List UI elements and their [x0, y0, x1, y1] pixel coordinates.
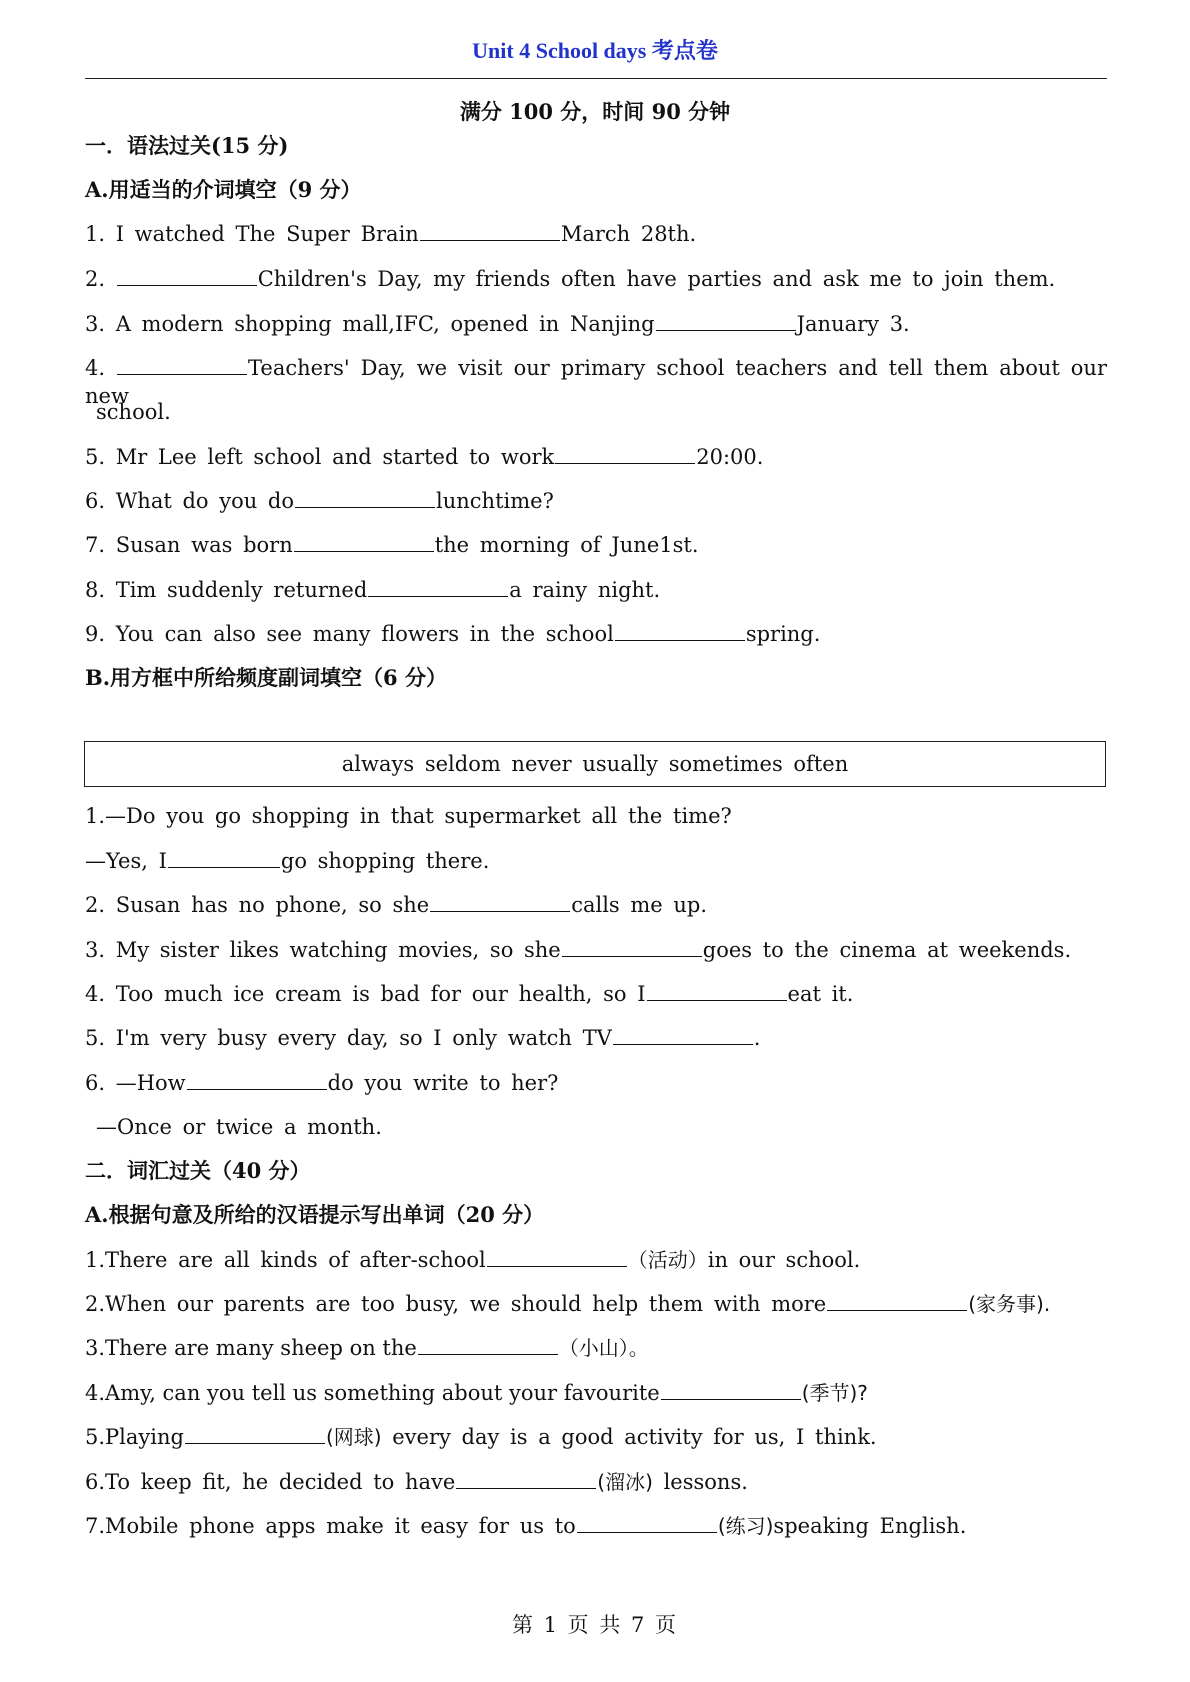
question-1b-2: 2. Susan has no phone, so she calls me up. [85, 893, 708, 917]
question-1a-9: 9. You can also see many flowers in the school spring. [85, 622, 821, 646]
question-2a-6: 6.To keep fit, he decided to have (溜冰) lessons. [85, 1470, 748, 1494]
answer-blank[interactable] [613, 1026, 753, 1045]
answer-blank[interactable] [656, 312, 796, 331]
answer-blank[interactable] [647, 982, 787, 1001]
question-2a-2: 2.When our parents are too busy, we should help them with more (家务事). [85, 1292, 1051, 1316]
answer-blank[interactable] [185, 1425, 325, 1444]
answer-blank[interactable] [430, 893, 570, 912]
answer-blank[interactable] [187, 1071, 327, 1090]
question-1a-4-continued: school. [96, 400, 171, 424]
page-title: Unit 4 School days 考点卷 [472, 38, 718, 63]
question-1b-3: 3. My sister likes watching movies, so she goes to the cinema at weekends. [85, 938, 1072, 962]
question-1a-1: 1. I watched The Super Brain March 28th. [85, 222, 697, 246]
question-2a-7: 7.Mobile phone apps make it easy for us to (练习)speaking English. [85, 1514, 967, 1538]
answer-blank[interactable] [295, 489, 435, 508]
answer-blank[interactable] [368, 578, 508, 597]
question-1a-3: 3. A modern shopping mall,IFC, opened in Nanjing January 3. [85, 312, 910, 336]
question-1a-7: 7. Susan was born the morning of June1st. [85, 533, 699, 557]
section2-title: 二．词汇过关（40 分） [85, 1158, 311, 1183]
answer-blank[interactable] [117, 356, 247, 375]
answer-blank[interactable] [827, 1292, 967, 1311]
question-1a-5: 5. Mr Lee left school and started to work 20:00. [85, 445, 764, 469]
section1-title: 一．语法过关(15 分) [85, 133, 289, 158]
question-1a-2: 2. Children's Day, my friends often have parties and ask me to join them. [85, 267, 1056, 291]
question-1b-1-answer: —Yes, I go shopping there. [85, 849, 490, 873]
question-1a-4: 4. Teachers' Day, we visit our primary school teachers and tell them about our new [85, 356, 1107, 408]
question-1b-6: 6. —How do you write to her? [85, 1071, 559, 1095]
word-box: always seldom never usually sometimes often [84, 741, 1106, 787]
question-1b-5: 5. I'm very busy every day, so I only watch TV . [85, 1026, 761, 1050]
answer-blank[interactable] [577, 1514, 717, 1533]
section1-partA-title: A.用适当的介词填空（9 分） [85, 177, 362, 202]
answer-blank[interactable] [168, 849, 280, 868]
question-1b-1: 1.—Do you go shopping in that supermarket all the time? [85, 804, 732, 828]
answer-blank[interactable] [117, 267, 257, 286]
section1-partB-title: B.用方框中所给频度副词填空（6 分） [85, 665, 447, 690]
answer-blank[interactable] [555, 445, 695, 464]
answer-blank[interactable] [615, 622, 745, 641]
header-divider [85, 78, 1107, 79]
question-1a-6: 6. What do you do lunchtime? [85, 489, 554, 513]
answer-blank[interactable] [294, 533, 434, 552]
answer-blank[interactable] [418, 1336, 558, 1355]
question-1b-4: 4. Too much ice cream is bad for our health, so I eat it. [85, 982, 854, 1006]
exam-score-time: 满分 100 分，时间 90 分钟 [459, 99, 731, 124]
answer-blank[interactable] [420, 222, 560, 241]
page-number: 第 1 页 共 7 页 [511, 1613, 679, 1637]
question-1b-6-answer: —Once or twice a month. [96, 1115, 382, 1139]
section2-partA-title: A.根据句意及所给的汉语提示写出单词（20 分） [85, 1202, 545, 1227]
question-1a-8: 8. Tim suddenly returned a rainy night. [85, 578, 661, 602]
question-2a-1: 1.There are all kinds of after-school （活动）in our school. [85, 1248, 861, 1272]
answer-blank[interactable] [456, 1470, 596, 1489]
answer-blank[interactable] [562, 938, 702, 957]
answer-blank[interactable] [487, 1248, 627, 1267]
question-2a-4: 4.Amy, can you tell us something about your favourite (季节)? [85, 1381, 868, 1405]
answer-blank[interactable] [661, 1381, 801, 1400]
question-2a-5: 5.Playing (网球) every day is a good activity for us, I think. [85, 1425, 877, 1449]
question-2a-3: 3.There are many sheep on the （小山）。 [85, 1336, 649, 1360]
